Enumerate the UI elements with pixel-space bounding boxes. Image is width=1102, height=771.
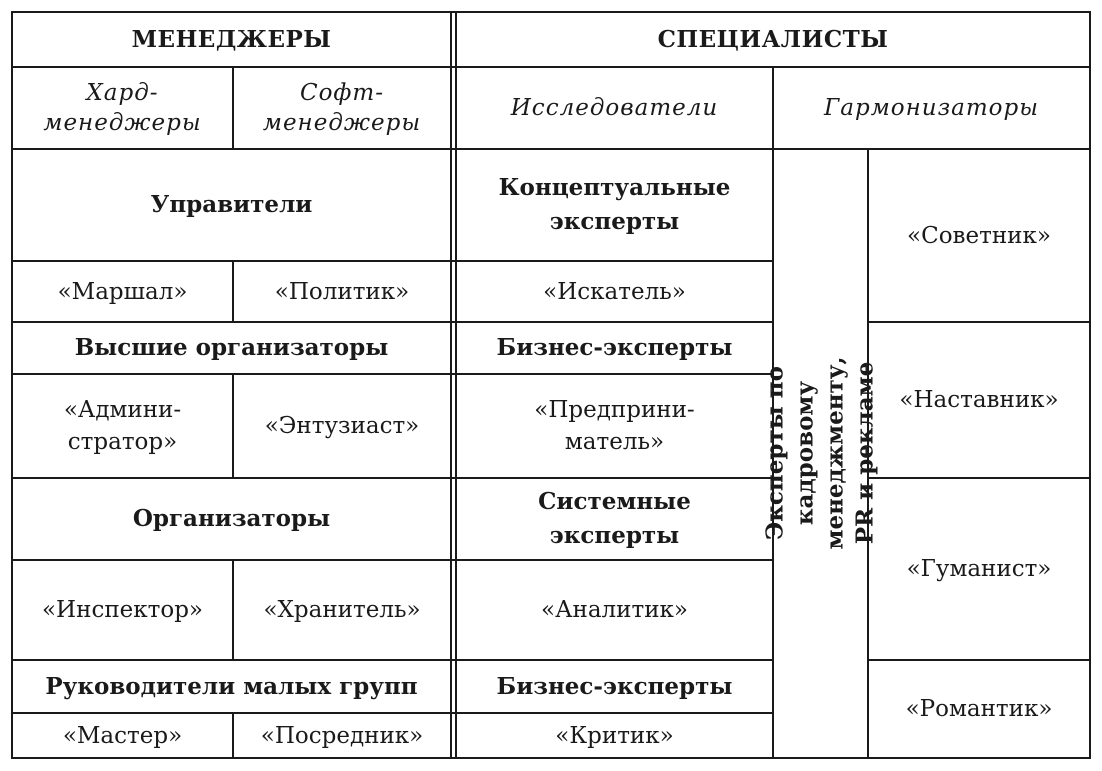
managers-group4-title-text: Руководители малых групп (45, 672, 418, 700)
managers-group2-right (234, 375, 450, 477)
managers-group3-title-text: Организаторы (132, 505, 331, 532)
role-advisor: «Советник» (907, 222, 1051, 249)
managers-group4-right (234, 714, 450, 757)
header-specialists-text: СПЕЦИАЛИСТЫ (657, 26, 889, 53)
role-master: «Мастер» (62, 722, 183, 749)
role-mentor: «Наставник» (899, 387, 1059, 413)
role-enthusiast: «Энтузиаст» (264, 413, 420, 439)
managers-group4-left (13, 714, 232, 757)
subheader-soft-line2: менеджеры (262, 110, 422, 136)
role-entrepreneur-line1: «Предприни- (534, 397, 695, 423)
subheader-hard-line1: Хард- (86, 80, 159, 106)
role-humanist: «Гуманист» (906, 556, 1052, 582)
managers-group4-title (13, 661, 450, 712)
header-managers-text: МЕНЕДЖЕРЫ (131, 26, 332, 53)
researchers-group1-role (457, 262, 772, 321)
researchers-group2-role (457, 375, 772, 477)
border-right (1089, 11, 1091, 759)
researchers-group1-title (457, 150, 772, 260)
role-administrator-line2: стратор» (67, 429, 178, 455)
harmonizers-role-2 (869, 323, 1089, 477)
managers-group3-title (13, 479, 450, 559)
researchers-group4-title-text: Бизнес-эксперты (496, 672, 733, 700)
subheader-soft (234, 68, 450, 148)
role-administrator-line1: «Админи- (63, 397, 182, 423)
managers-group2-title (13, 323, 450, 373)
header-managers (13, 13, 450, 66)
subheader-hard (13, 68, 232, 148)
researchers-group4-title (457, 661, 772, 712)
role-analyst: «Аналитик» (541, 597, 688, 623)
managers-group2-left (13, 375, 232, 477)
managers-group1-left (13, 262, 232, 321)
harmonizers-vertical-label (761, 148, 879, 757)
subheader-researchers-text: Исследователи (510, 95, 719, 121)
subheader-soft-line1: Софт- (299, 80, 385, 106)
managers-group1-title-text: Управители (150, 191, 313, 218)
managers-group1-title (13, 150, 450, 260)
role-entrepreneur-line2: матель» (564, 429, 665, 455)
role-mediator: «Посредник» (260, 722, 424, 749)
subheader-harmonizers (774, 68, 1089, 148)
role-keeper: «Хранитель» (263, 597, 421, 623)
researchers-group1-title-line1: Концептуальные (498, 174, 731, 201)
role-critic: «Критик» (555, 722, 674, 749)
role-inspector: «Инспектор» (41, 597, 204, 623)
researchers-group3-title (457, 479, 772, 559)
subheader-researchers (457, 68, 772, 148)
managers-group2-title-text: Высшие организаторы (74, 334, 389, 361)
role-politician: «Политик» (274, 278, 410, 305)
harmonizers-role-4 (869, 661, 1089, 757)
researchers-group2-title-text: Бизнес-эксперты (496, 334, 733, 361)
researchers-group1-title-line2: эксперты (549, 208, 680, 235)
harmonizers-role-3 (869, 479, 1089, 659)
managers-group1-right (234, 262, 450, 321)
border-bottom (11, 757, 1091, 759)
divider-double-a (450, 11, 452, 759)
subheader-harmonizers-text: Гармонизаторы (824, 95, 1039, 121)
subheader-hard-line2: менеджеры (43, 110, 202, 136)
role-marshal: «Маршал» (57, 278, 188, 305)
vertical-label-line2: PR и рекламе (851, 361, 879, 544)
role-romantic: «Романтик» (905, 696, 1053, 722)
harmonizers-role-1 (869, 150, 1089, 321)
managers-group3-right (234, 561, 450, 659)
researchers-group2-title (457, 323, 772, 373)
researchers-group3-title-line1: Системные (538, 488, 691, 515)
managers-group3-left (13, 561, 232, 659)
researchers-group3-title-line2: эксперты (549, 522, 680, 549)
header-specialists (457, 13, 1089, 66)
researchers-group4-role (457, 714, 772, 757)
role-seeker: «Искатель» (543, 278, 686, 305)
vertical-label-line1: Эксперты по кадровому менеджменту, (761, 355, 849, 550)
researchers-group3-role (457, 561, 772, 659)
